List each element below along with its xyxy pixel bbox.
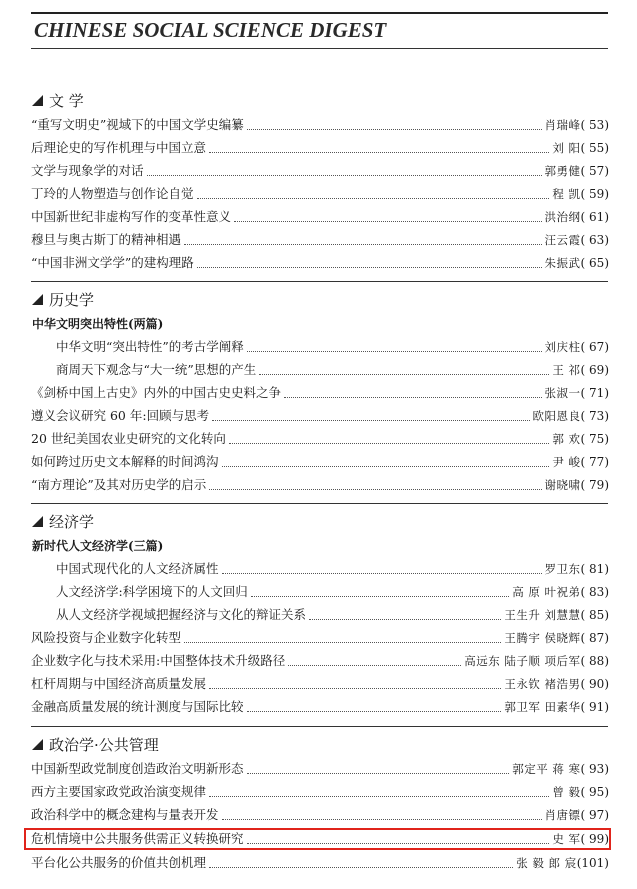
entry-title: 杠杆周期与中国经济高质量发展 [31,676,207,691]
entry-page: ( 91) [580,700,609,714]
entry-page: ( 99) [580,832,609,846]
toc-entry[interactable] [31,652,609,670]
entry-page: ( 88) [580,654,609,668]
leader-dots [284,397,542,398]
toc-entry[interactable] [31,139,609,157]
entry-title: 风险投资与企业数字化转型 [31,630,182,645]
entry-page: (101) [576,856,609,870]
journal-title: CHINESE SOCIAL SCIENCE DIGEST [34,18,387,42]
triangle-icon [32,95,43,106]
toc-entry[interactable] [31,430,609,448]
entry-author: 欧阳恩良 [532,409,581,423]
toc-entry[interactable] [56,606,609,624]
leader-dots [197,267,542,268]
toc-entry[interactable] [31,806,609,824]
toc-entry[interactable] [56,361,609,379]
leader-dots [247,773,510,774]
entry-page: ( 81) [580,562,609,576]
entry-page: ( 61) [580,210,609,224]
leader-dots [222,819,542,820]
entry-title: 人文经济学:科学困境下的人文回归 [56,584,248,599]
subsection-heading: 中华文明突出特性(两篇) [32,317,164,331]
entry-author: 郭勇健 [544,164,581,178]
entry-page: ( 57) [580,164,609,178]
entry-author: 曾 毅 [552,785,581,799]
entry-page: ( 85) [580,608,609,622]
entry-author: 王永钦 褚浩男 [504,677,581,691]
entry-author: 汪云霞 [544,233,581,247]
section-rule [31,281,608,282]
toc-entry[interactable] [31,116,609,134]
leader-dots [309,619,501,620]
section-history [32,289,94,309]
entry-title: “重写文明史”视域下的中国文学史编纂 [31,117,244,132]
entry-page: ( 59) [580,187,609,201]
entry-author: 尹 峻 [552,455,581,469]
triangle-icon [32,516,43,527]
entry-author: 张淑一 [544,386,581,400]
entry-author: 刘庆柱 [544,340,581,354]
toc-entry[interactable] [31,384,609,402]
entry-author: 王 祁 [552,363,581,377]
section-title: 历史学 [49,290,95,309]
entry-page: ( 55) [580,141,609,155]
triangle-icon [32,739,43,750]
toc-entry[interactable] [31,760,609,778]
entry-author: 郭 欢 [552,432,581,446]
entry-page: ( 97) [580,808,609,822]
entry-title: 中国新世纪非虚构写作的变革性意义 [31,209,232,224]
entry-title: 丁玲的人物塑造与创作论自觉 [31,186,194,201]
toc-entry[interactable] [31,254,609,272]
entry-title: 穆旦与奥古斯丁的精神相遇 [31,232,182,247]
section-rule [31,503,608,504]
entry-title: 西方主要国家政党政治演变规律 [31,784,207,799]
entry-title: 20 世纪美国农业史研究的文化转向 [31,431,226,446]
entry-title: 中国式现代化的人文经济属性 [56,561,219,576]
entry-title: 政治科学中的概念建构与量表开发 [31,807,219,822]
section-politics [32,734,159,754]
entry-author: 王生升 刘慧慧 [504,608,581,622]
leader-dots [247,711,502,712]
entry-page: ( 69) [580,363,609,377]
entry-title: 文学与现象学的对话 [31,163,144,178]
entry-page: ( 79) [580,478,609,492]
entry-page: ( 90) [580,677,609,691]
entry-author: 张 毅 郎 宸 [516,856,577,870]
entry-page: ( 95) [580,785,609,799]
entry-author: 谢晓啸 [544,478,581,492]
entry-title: 企业数字化与技术采用:中国整体技术升级路径 [31,653,286,668]
header-rule [31,48,608,49]
subsection-heading: 新时代人文经济学(三篇) [32,539,164,553]
leader-dots [197,198,550,199]
leader-dots [234,221,542,222]
entry-title: 商周天下观念与“大一统”思想的产生 [56,362,257,377]
toc-entry[interactable] [56,560,609,578]
leader-dots [251,596,510,597]
toc-entry[interactable] [56,583,609,601]
toc-entry[interactable] [31,407,609,425]
section-literature [32,90,84,110]
leader-dots [209,688,501,689]
leader-dots [209,489,541,490]
entry-page: ( 71) [580,386,609,400]
leader-dots [184,642,501,643]
entry-author: 洪治纲 [544,210,581,224]
leader-dots [209,152,549,153]
section-rule [31,726,608,727]
entry-page: ( 63) [580,233,609,247]
leader-dots [147,175,542,176]
entry-page: ( 65) [580,256,609,270]
entry-title: 后理论史的写作机理与中国立意 [31,140,207,155]
entry-title: 遵义会议研究 60 年:回顾与思考 [31,408,210,423]
toc-entry[interactable] [31,476,609,494]
entry-page: ( 83) [580,585,609,599]
section-title: 经济学 [49,512,95,531]
toc-entry[interactable] [31,208,609,226]
leader-dots [247,351,542,352]
leader-dots [247,129,542,130]
toc-entry[interactable] [31,783,609,801]
leader-dots [212,420,529,421]
entry-author: 高远东 陆子顺 项后军 [464,654,581,668]
highlight-box [24,828,611,850]
toc-entry[interactable] [31,675,609,693]
entry-author: 刘 阳 [552,141,581,155]
entry-page: ( 73) [580,409,609,423]
triangle-icon [32,294,43,305]
entry-author: 罗卫东 [544,562,581,576]
section-economics [32,511,94,531]
entry-title: 中国新型政党制度创造政治文明新形态 [31,761,244,776]
entry-author: 郭卫军 田素华 [504,700,581,714]
entry-author: 肖唐镖 [544,808,581,822]
entry-page: ( 87) [580,631,609,645]
entry-page: ( 53) [580,118,609,132]
entry-page: ( 93) [580,762,609,776]
entry-author: 朱振武 [544,256,581,270]
entry-title: “南方理论”及其对历史学的启示 [31,477,207,492]
leader-dots [222,466,550,467]
entry-author: 史 军 [552,832,581,846]
leader-dots [229,443,550,444]
entry-title: 从人文经济学视域把握经济与文化的辩证关系 [56,607,307,622]
leader-dots [259,374,549,375]
leader-dots [288,665,461,666]
entry-page: ( 75) [580,432,609,446]
leader-dots [184,244,542,245]
section-title: 政治学·公共管理 [49,735,159,754]
section-title: 文 学 [49,91,84,110]
leader-dots [209,796,549,797]
entry-title: 平台化公共服务的价值共创机理 [31,855,207,870]
leader-dots [222,573,542,574]
entry-title: 危机情境中公共服务供需正义转换研究 [31,831,244,846]
entry-page: ( 67) [580,340,609,354]
toc-entry[interactable] [31,629,609,647]
entry-page: ( 77) [580,455,609,469]
toc-entry[interactable] [56,338,609,356]
entry-author: 郭定平 蒋 寒 [512,762,581,776]
toc-entry[interactable] [31,185,609,203]
top-rule [31,12,608,14]
toc-entry[interactable] [31,453,609,471]
toc-entry[interactable] [31,231,609,249]
entry-author: 肖瑞峰 [544,118,581,132]
entry-title: 中华文明“突出特性”的考古学阐释 [56,339,244,354]
toc-entry[interactable] [31,698,609,716]
toc-entry[interactable] [31,854,609,872]
entry-title: 金融高质量发展的统计测度与国际比较 [31,699,244,714]
entry-title: 如何跨过历史文本解释的时间鸿沟 [31,454,219,469]
entry-author: 王腾宇 侯晓辉 [504,631,581,645]
leader-dots [209,867,513,868]
entry-title: “中国非洲文学学”的建构理路 [31,255,194,270]
entry-title: 《剑桥中国上古史》内外的中国古史史料之争 [31,385,282,400]
entry-author: 高 原 叶祝弟 [512,585,581,599]
toc-entry[interactable] [31,162,609,180]
entry-author: 程 凯 [552,187,581,201]
